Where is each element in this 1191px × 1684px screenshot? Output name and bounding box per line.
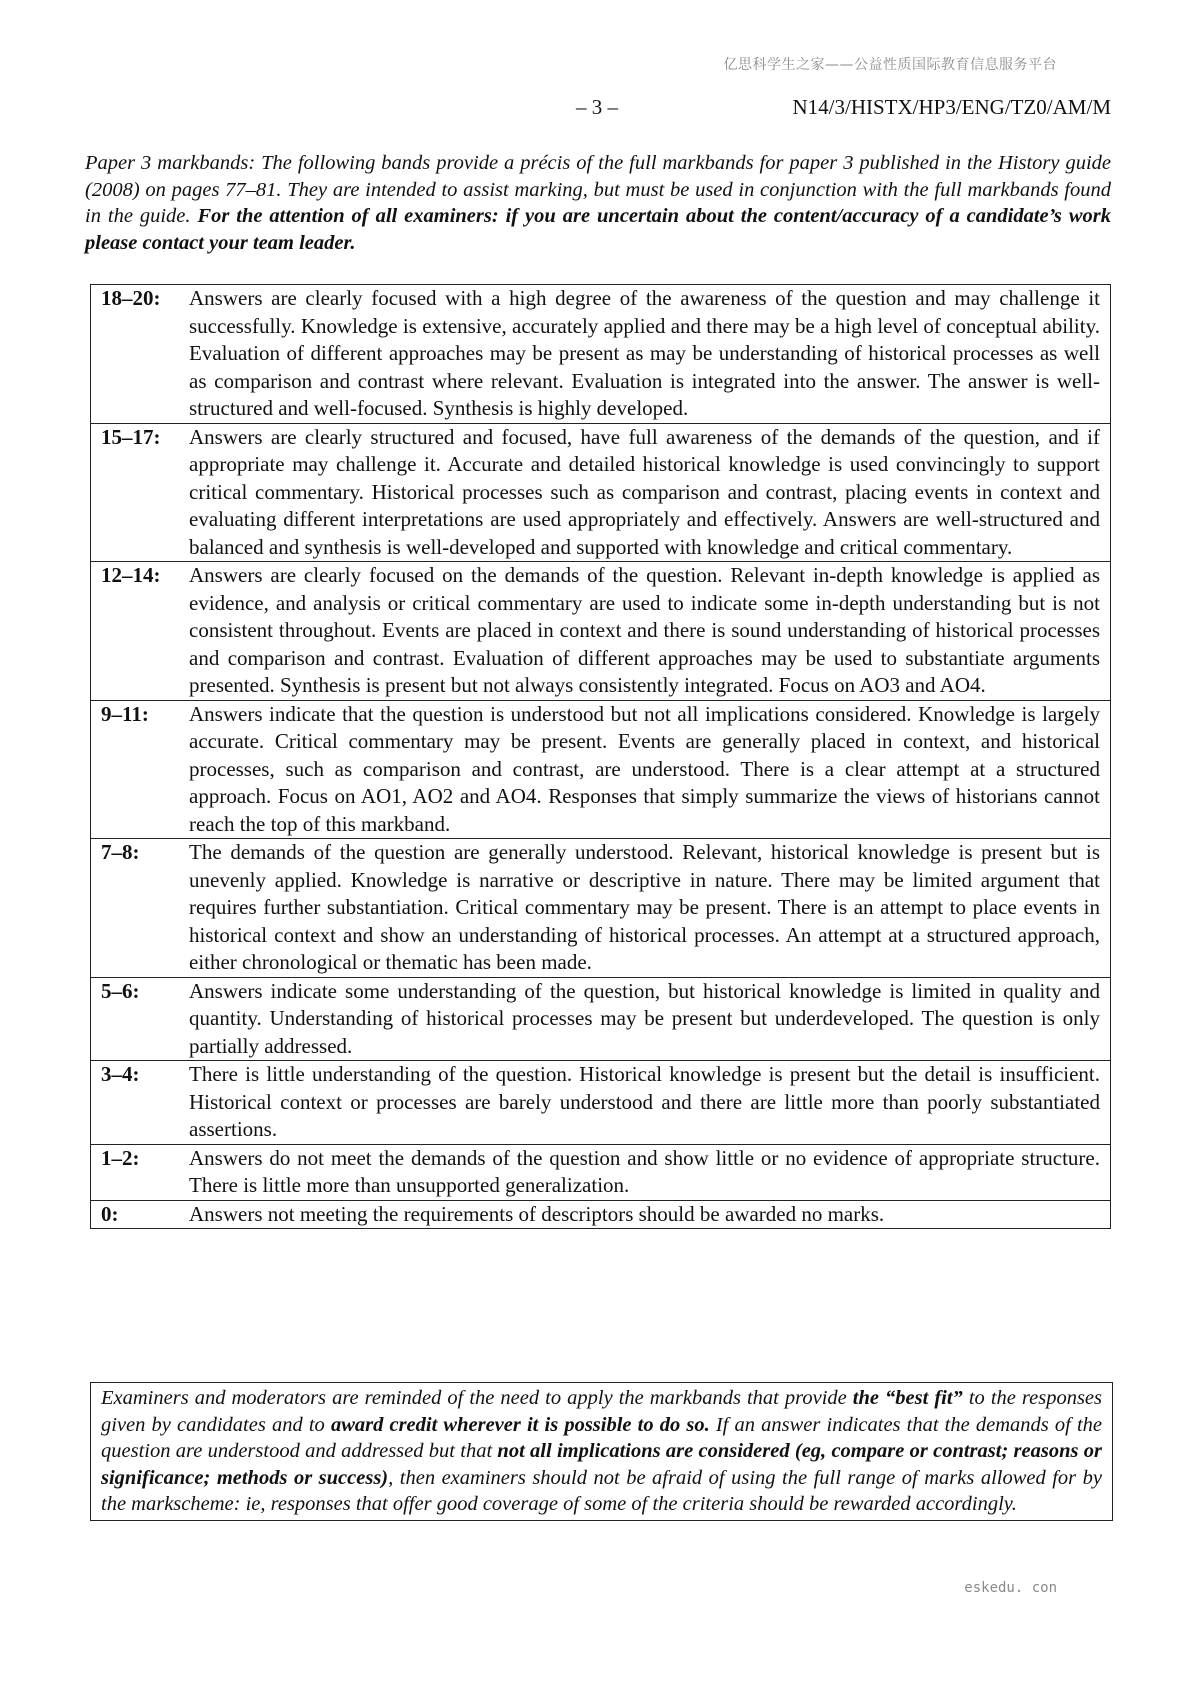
markband-range: 9–11: <box>91 700 190 839</box>
markband-range: 18–20: <box>91 285 190 424</box>
markband-descriptor: There is little understanding of the question. Historical knowledge is present but the detail is insufficient. Historical context or processes are barely understood and there are little more than poorly substantiated assertions. <box>189 1061 1111 1145</box>
markband-range: 3–4: <box>91 1061 190 1145</box>
markband-row <box>91 1144 1111 1200</box>
intro-paragraph <box>85 150 1111 256</box>
note-emphasis: not all implications are considered (eg, compare or contrast; reasons or significance; methods or success) <box>101 1440 1102 1489</box>
note-emphasis: the “best fit” <box>852 1387 963 1409</box>
footer-site: eskedu. con <box>964 1580 1057 1596</box>
paper-code: N14/3/HISTX/HP3/ENG/TZ0/AM/M <box>792 95 1111 119</box>
markband-row <box>91 977 1111 1061</box>
markband-row <box>91 285 1111 424</box>
intro-text: Paper 3 markbands: The following bands provide a précis of the full markbands for paper 3 published in the History guide (2008) on pages 77–81. They are intended to assist marking, but must be used in conjunction with the full markbands found in the guide. <box>85 152 1111 227</box>
examiner-note-box <box>90 1382 1113 1521</box>
markband-row <box>91 562 1111 701</box>
markband-row <box>91 839 1111 978</box>
note-text: to the responses given by candidates and to <box>101 1387 1102 1436</box>
note-text: , then examiners should not be afraid of using the full range of marks allowed for by the markscheme: ie, responses that offer good coverage of some of the criteria should be rewarded accordingly. <box>101 1466 1103 1515</box>
markband-descriptor: Answers are clearly structured and focused, have full awareness of the demands of the question, and if appropriate may challenge it. Accurate and detailed historical knowledge is used convincingly to support critical commentary. Historical processes such as comparison and contrast, placing events in context and evaluating different interpretations are used appropriately and effectively. Answers are well-structured and balanced and synthesis is well-developed and supported with knowledge and critical commentary. <box>189 423 1111 562</box>
markband-row <box>91 1200 1111 1229</box>
markband-range: 15–17: <box>91 423 190 562</box>
markband-descriptor: Answers are clearly focused with a high degree of the awareness of the question and may challenge it successfully. Knowledge is extensive, accurately applied and there may be a high level of conceptual ability. Evaluation of different approaches may be present as may be understanding of historical processes as well as comparison and contrast where relevant. Evaluation is integrated into the answer. The answer is well-structured and well-focused. Synthesis is highly developed. <box>189 285 1111 424</box>
markband-descriptor: Answers do not meet the demands of the question and show little or no evidence of appropriate structure. There is little more than unsupported generalization. <box>189 1144 1111 1200</box>
page-number: – 3 – <box>576 95 618 119</box>
markband-range: 5–6: <box>91 977 190 1061</box>
markband-descriptor: The demands of the question are generally understood. Relevant, historical knowledge is present but is unevenly applied. Knowledge is narrative or descriptive in nature. There may be limited argument that requires further substantiation. Critical commentary may be present. There is an attempt to place events in historical context and show an understanding of historical processes. An attempt at a structured approach, either chronological or thematic has been made. <box>189 839 1111 978</box>
markband-range: 12–14: <box>91 562 190 701</box>
markband-descriptor: Answers not meeting the requirements of descriptors should be awarded no marks. <box>189 1200 1111 1229</box>
markband-range: 1–2: <box>91 1144 190 1200</box>
note-emphasis: award credit wherever it is possible to do so. <box>330 1413 710 1436</box>
note-text: If an answer indicates that the demands of the question are understood and addressed but that <box>101 1413 1102 1462</box>
markband-descriptor: Answers are clearly focused on the demands of the question. Relevant in-depth knowledge is applied as evidence, and analysis or critical commentary are used to indicate some in-depth understanding but is not consistent throughout. Events are placed in context and there is sound understanding of historical processes and comparison and contrast. Evaluation of different approaches may be used to substantiate arguments presented. Synthesis is present but not always consistently integrated. Focus on AO3 and AO4. <box>189 562 1111 701</box>
note-text: Examiners and moderators are reminded of the need to apply the markbands that provide <box>101 1387 853 1409</box>
markbands-table <box>90 284 1111 1229</box>
watermark-text: 亿思科学生之家——公益性质国际教育信息服务平台 <box>723 57 1057 73</box>
markband-row <box>91 423 1111 562</box>
markband-row <box>91 700 1111 839</box>
markband-descriptor: Answers indicate some understanding of the question, but historical knowledge is limited in quality and quantity. Understanding of historical processes may be present but underdeveloped. The question is only partially addressed. <box>189 977 1111 1061</box>
intro-emphasis: For the attention of all examiners: if you are uncertain about the content/accuracy of a candidate’s work please contact your team leader. <box>85 205 1111 254</box>
markband-descriptor: Answers indicate that the question is understood but not all implications considered. Knowledge is largely accurate. Critical commentary may be present. Events are generally placed in context, and historical processes, such as comparison and contrast, are understood. There is a clear attempt at a structured approach. Focus on AO1, AO2 and AO4. Responses that simply summarize the views of historians cannot reach the top of this markband. <box>189 700 1111 839</box>
markband-row <box>91 1061 1111 1145</box>
markband-range: 0: <box>91 1200 190 1229</box>
markband-range: 7–8: <box>91 839 190 978</box>
